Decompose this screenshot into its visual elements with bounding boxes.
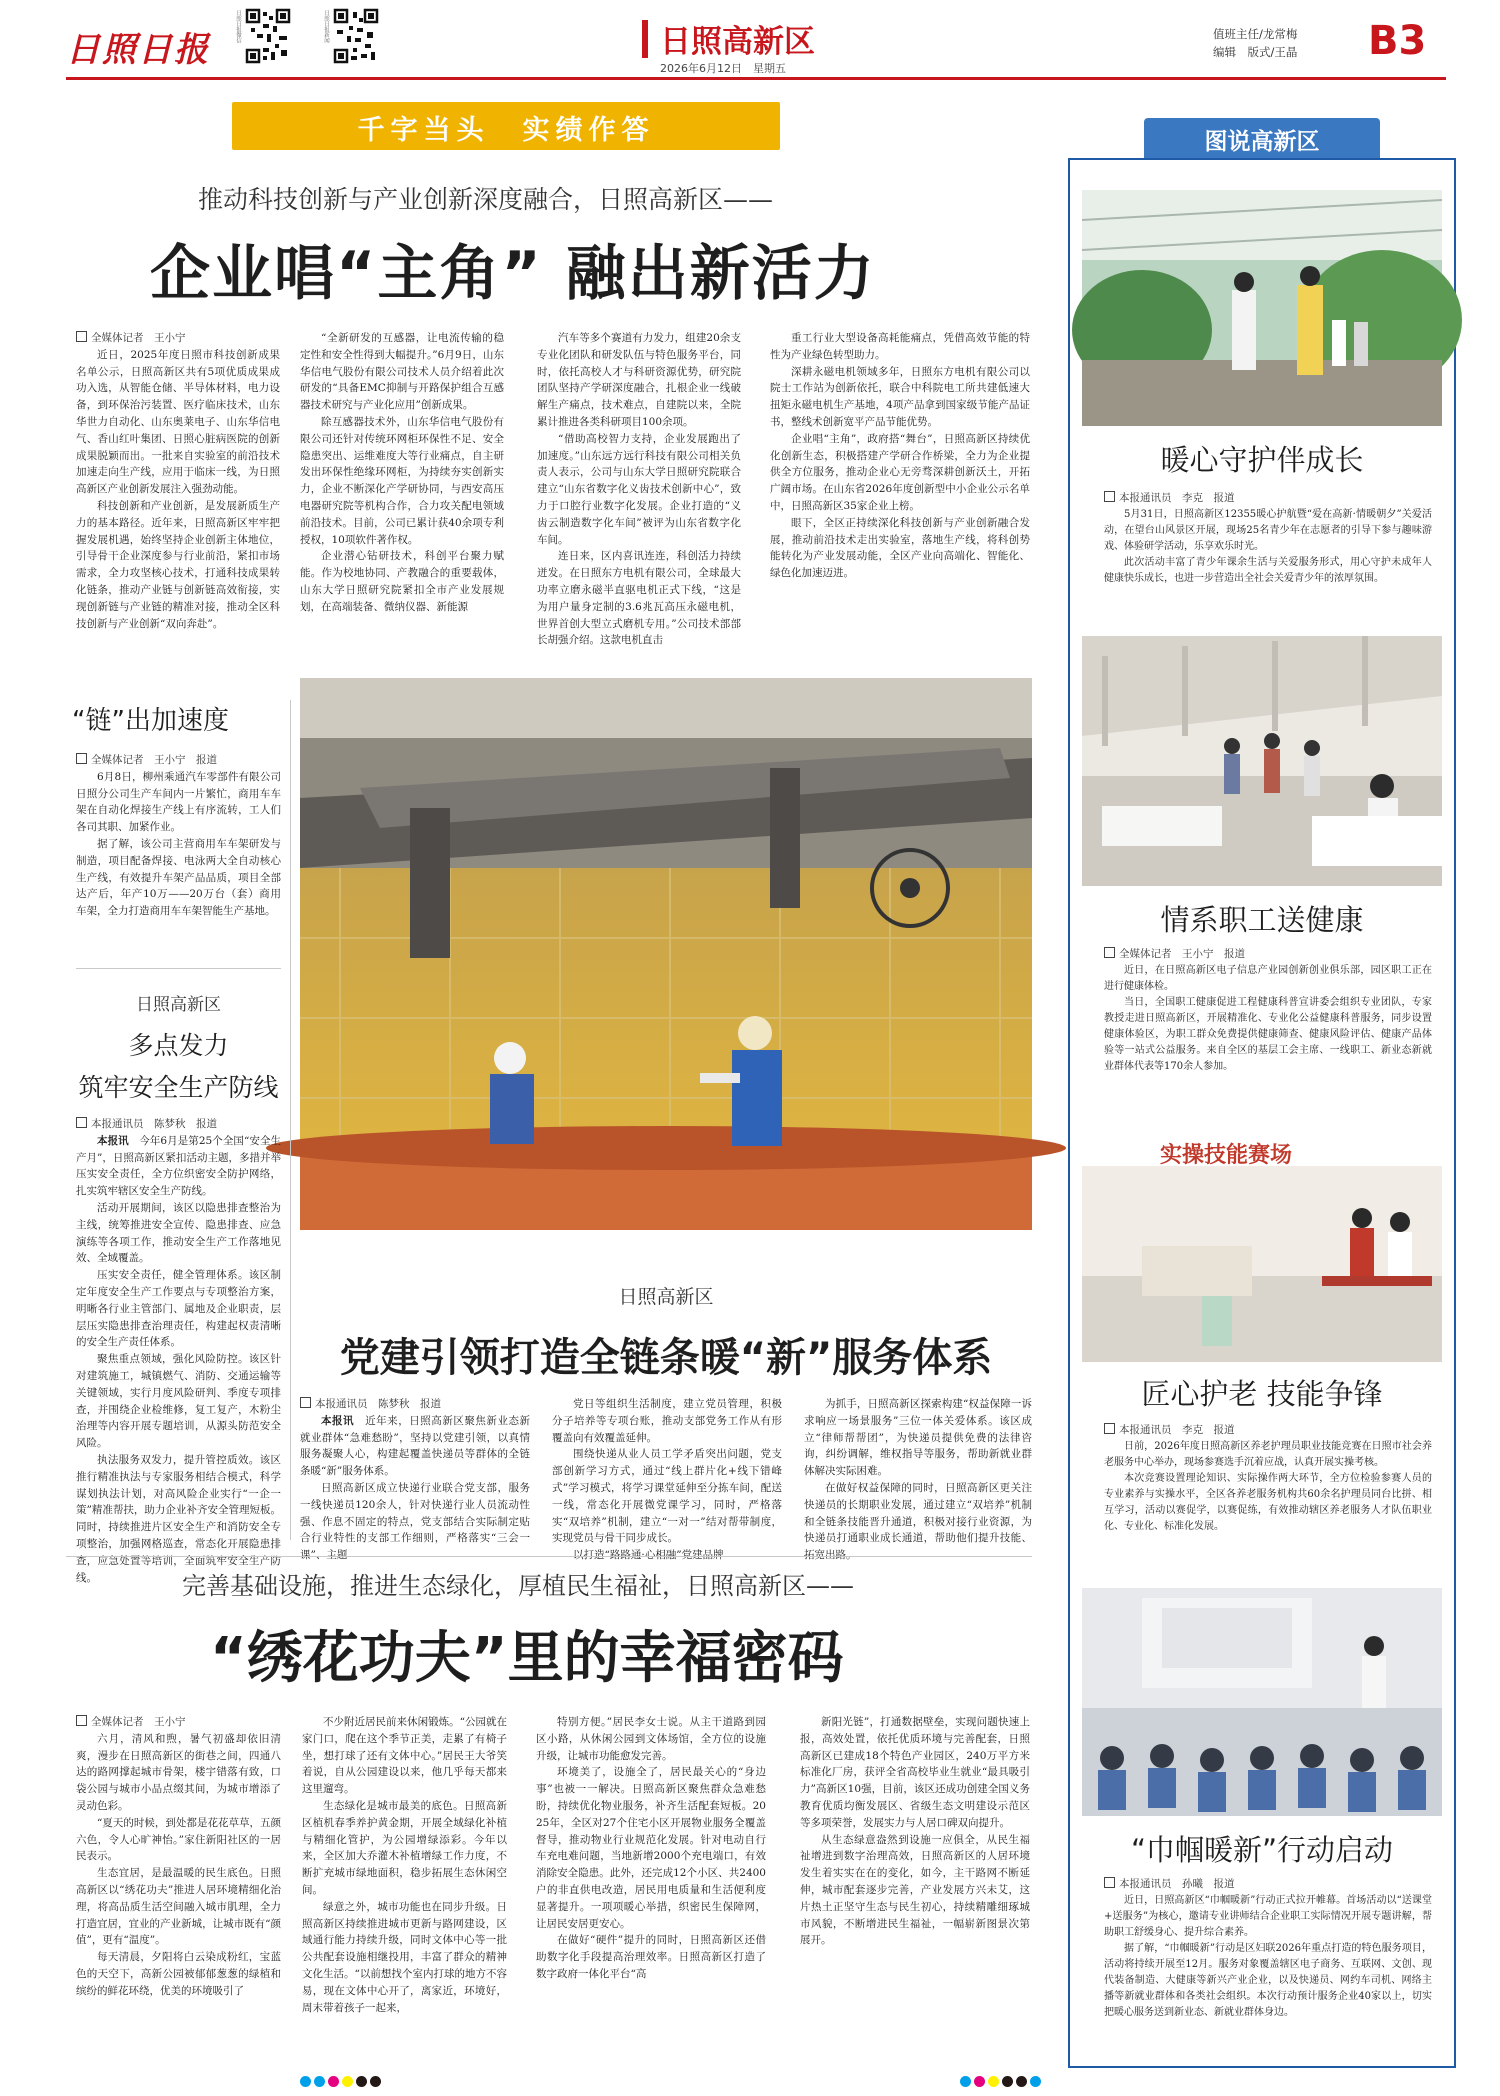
divider	[76, 968, 281, 969]
paragraph: 眼下，全区正持续深化科技创新与产业创新融合发展，推动前沿技术走出实验室，落地生产线，将科创势能转化为产业发展动能，全区产业向高端化、智能化、绿色化加速迈进。	[770, 516, 1030, 580]
happy-kicker: 完善基础设施，推进生态绿化，厚植民生福祉，日照高新区——	[182, 1572, 854, 1600]
paragraph: 日照高新区成立快递行业联合党支部，服务一线快递员120余人，针对快递行业人员流动性强、作息不固定的特点，党支部结合实际制定贴合行业特性的支部工作细则，严格落实“三会一课”、主题	[300, 1481, 530, 1562]
paragraph: 为抓手，日照高新区探索构建“权益保障一诉求响应一场景服务”三位一体关爱体系。该区成立“律师帮帮团”，为快递员提供免费的法律咨询，纠纷调解，维权指导等服务，帮助新就业群体解决实际困难。	[804, 1398, 1032, 1478]
banner-text: 千字当头 实绩作答	[357, 115, 655, 146]
sidebar-byline-3: 本报通讯员 李克 报道	[1104, 1422, 1432, 1439]
paragraph: 党日等组织生活制度，建立党员管理，积极分子培养等专项台账，推动支部党务工作从有形覆盖向有效覆盖延伸。	[552, 1398, 782, 1444]
section-name: 日照高新区	[660, 24, 815, 60]
paragraph: 深耕永磁电机领域多年，日照东方电机有限公司以院士工作站为创新依托，联合中科院电工所共建低速大扭矩永磁电机生产基地，4项产品拿到国家级节能产品证书，整线术创新宽平产品节能优势。	[770, 365, 1030, 428]
paragraph: 近日，在日照高新区电子信息产业园创新创业俱乐部，园区职工正在进行健康体检。	[1104, 964, 1432, 992]
chain-body	[76, 752, 281, 982]
lead-label: 本报讯	[97, 1134, 129, 1147]
paragraph: 活动开展期间，该区以隐患排查整治为主线，统筹推进安全宣传、隐患排查、应急演练等各项工作，推动安全生产工作落地见效、全域覆盖。	[76, 1201, 281, 1265]
paragraph: 在做好权益保障的同时，日照高新区更关注快递员的长期职业发展，通过建立“双培养”机制和全链条技能晋升通道，积极对接行业资源，为快递员打通职业成长通道，帮助他们提升技能、拓宽出路。	[804, 1481, 1032, 1562]
party-col-1	[300, 1396, 531, 1562]
sidebar-caption-2: 情系职工送健康	[1160, 903, 1364, 937]
happy-title: “绣花功夫”里的幸福密码	[210, 1626, 844, 1691]
paragraph: “借助高校智力支持，企业发展跑出了加速度。”山东远方远行科技有限公司相关负责人表示，公司与山东大学日照研究院联合建立“山东省数字化义齿技术创新中心”，致力于口腔行业数字化发展。企业打造的“义齿云制造数字化车间”被评为山东省数字化车间。	[537, 432, 741, 546]
paragraph: 科技创新和产业创新，是发展新质生产力的基本路径。近年来，日照高新区牢牢把握发展机遇，始终坚持企业创新主体地位，引导骨干企业深度参与行业前沿，紧扣市场需求，全力攻坚核心技术，打通科技成果转化链条，推动产业链与创新链高效衔接，实现创新链与产业链的精准对接，推动全区科技创新与产业创新“双向奔赴”。	[76, 499, 280, 630]
paragraph: 从生态绿意盎然到设施一应俱全，从民生福祉增进到数字治理高效，日照高新区的人居环境发生着实实在在的变化，如今，主干路网不断延伸，城市配套逐步完善，产业发展方兴未艾，这片热土正坚守生态与民生初心，持续精雕细琢城市风貌，不断增进民生福祉，一幅崭新图景次第展开。	[800, 1833, 1030, 1947]
lead-col-4	[770, 330, 1030, 660]
lead-title: 企业唱“主角” 融出新活力	[150, 239, 876, 309]
column-divider	[290, 700, 291, 1540]
paragraph: 在做好“硬件”提升的同时，日照高新区还借助数字化手段提高治理效率。日照高新区打造了数字政府一体化平台“高	[536, 1934, 766, 1980]
duty-editor: 值班主任/龙常梅	[1213, 27, 1298, 41]
paragraph: 6月8日，柳州乘通汽车零部件有限公司日照分公司生产车间内一片繁忙，商用车车架在自动化焊接生产线上有序流转，工人们各司其职、加紧作业。	[76, 770, 281, 834]
happy-col-1	[76, 1714, 281, 2066]
section-marker	[642, 20, 648, 58]
paragraph: 5月31日，日照高新区12355暖心护航暨“爱在高新·情暖朝夕”关爱活动，在望台山风景区开展，现场25名青少年在志愿者的引导下参与趣味游戏、体验研学活动，乐享欢乐时光。	[1104, 508, 1432, 552]
sidebar-header	[1144, 118, 1380, 158]
lead-label: 本报讯	[321, 1414, 355, 1427]
paragraph: 每天清晨，夕阳将白云染成粉红，宝蓝色的天空下，高新公园被郁郁葱葱的绿植和缤纷的鲜花环绕，优美的环境吸引了	[76, 1951, 281, 1997]
masthead	[0, 0, 1500, 80]
paragraph: 特别方便。”居民李女士说。从主干道路到园区小路，从休闲公园到文体场馆，全方位的设施升级，让城市功能愈发完善。	[536, 1716, 766, 1762]
paragraph: 企业潜心钻研技术，科创平台聚力赋能。作为校地协同、产教融合的重要载体，山东大学日照研究院紧扣全市产业发展规划，在高端装备、微纳仪器、新能源	[300, 550, 504, 613]
party-byline: 本报通讯员 陈梦秋 报道	[300, 1396, 530, 1413]
chain-byline: 全媒体记者 王小宁 报道	[76, 752, 281, 769]
qr-code-icon	[245, 8, 291, 64]
paragraph: 日前，2026年度日照高新区养老护理员职业技能竞赛在日照市社会养老服务中心举办，现场参赛选手沉着应战，认真开展实操考核。	[1104, 1440, 1432, 1468]
sidebar-photo-3	[1082, 1126, 1442, 1362]
paragraph: 重工行业大型设备高耗能痛点，凭借高效节能的特性为产业绿色转型助力。	[770, 332, 1030, 361]
party-kicker: 日照高新区	[618, 1286, 714, 1308]
paragraph: 当日，全国职工健康促进工程健康科普宣讲委会组织专业团队，专家教授走进日照高新区，开展精准化、专业化公益健康科普服务，同步设置健康体验区，为职工群众免费提供健康筛查、健康风险评估、健康产品体验等一站式公益服务。来自全区的基层工会主席、一线职工、新业态新就业群体代表等170余人参加。	[1104, 996, 1432, 1072]
newspaper-logo	[66, 22, 211, 70]
lead-col-3	[537, 330, 741, 660]
paragraph: 聚焦重点领域，强化风险防控。该区针对建筑施工，城镇燃气、消防、交通运输等关键领域，实行月度风险研判、季度专项排查，并围绕企业检维修，复工复产，木粉尘治理等内容开展专题培训，从源头防范安全风险。	[76, 1353, 281, 1450]
paragraph: 此次活动丰富了青少年课余生活与关爱服务形式，用心守护未成年人健康快乐成长，也进一步营造出全社会关爱青少年的浓厚氛围。	[1104, 556, 1432, 584]
registration-marks	[300, 2072, 420, 2088]
paragraph: 连日来，区内喜讯连连，科创活力持续迸发。在日照东方电机有限公司，全球最大功率立磨永磁半直驱电机正式下线，“这是为用户量身定制的3.6兆瓦高压永磁电机，世界首创大型立式磨机专用。”公司技术部部长胡强介绍。这款电机直击	[537, 550, 741, 647]
sidebar-header-text: 图说高新区	[1204, 129, 1320, 155]
happy-col-3	[536, 1714, 766, 2066]
sidebar-text-4	[1104, 1876, 1432, 2056]
paragraph: 近年来，日照高新区聚焦新业态新就业群体“急难愁盼”，坚持以党建引领，以真情服务凝聚人心，构建起覆盖快递员等群体的全链条暖“新”服务体系。	[300, 1414, 531, 1478]
paragraph: 据了解，该公司主营商用车车架研发与制造，项目配备焊接、电泳两大全自动核心生产线，有效提升车架产品品质，项目全部达产后，年产10万——20万台（套）商用车架，全力打造商用车车架智能生产基地。	[76, 837, 281, 918]
paragraph: “全新研发的互感器，让电流传输的稳定性和安全性得到大幅提升。”6月9日，山东华信电气股份有限公司技术人员介绍着此次研发的“具备EMC抑制与开路保护组合互感器技术研究与产业化应用”创新成果。	[300, 332, 504, 412]
paragraph: 除互感器技术外，山东华信电气股份有限公司还针对传统环网柜环保性不足、安全隐患突出、运维难度大等行业痛点，自主研发出环保性绝缘环网柜，为持续夯实创新实力，企业不断深化产学研协同，与西安高压电器研究院等机构合作，合力攻关配电领域前沿技术。目前，公司已累计获40余项专利授权，10项软件著作权。	[300, 415, 504, 546]
paragraph: 以打造“路路通·心相融”党建品牌	[573, 1549, 724, 1562]
party-title: 党建引领打造全链条暖“新”服务体系	[339, 1335, 993, 1381]
registration-marks	[960, 2072, 1080, 2088]
lead-col-1	[76, 330, 280, 660]
party-col-3	[804, 1396, 1032, 1562]
sidebar-text-1	[1104, 490, 1432, 618]
paragraph: 企业唱“主角”，政府搭“舞台”，日照高新区持续优化创新生态，积极搭建产学研合作桥梁，全力为企业提供全方位服务，推动企业心无旁骛深耕创新沃土，开拓广阔市场。在山东省2026年度创新型中小企业公示名单中，日照高新区35家企业上榜。	[770, 432, 1030, 512]
paragraph: 绿意之外，城市功能也在同步升级。日照高新区持续推进城市更新与路网建设，区域通行能力持续升级，同时文体中心等一批公共配套设施相继投用，丰富了群众的精神文化生活。“以前想找个室内打球的地方不容易，现在文体中心开了，离家近，环境好，周末带着孩子一起来，	[302, 1900, 507, 2014]
sidebar-caption-3: 匠心护老 技能争锋	[1141, 1377, 1383, 1411]
paragraph: 新阳光链”，打通数据壁垒，实现问题快速上报，高效处置，依托优质环境与完善配套，日照高新区已建成18个特色产业园区，240万平方米标准化厂房，获评全省高校毕业生就业“最具吸引力”高新区10强，目前，该区还成功创建全国义务教育优质均衡发展区、省级生态文明建设示范区等多项荣誉，发展实力与人居口碑双向提升。	[800, 1716, 1030, 1829]
safety-kicker: 日照高新区	[136, 995, 221, 1015]
sidebar-byline-4: 本报通讯员 孙曦 报道	[1104, 1876, 1432, 1893]
qr-label-1: 日照日报微信	[235, 10, 241, 43]
happy-byline: 全媒体记者 王小宁	[76, 1714, 281, 1731]
sidebar-text-2	[1104, 946, 1432, 1126]
lead-byline: 全媒体记者 王小宁	[76, 330, 280, 347]
sidebar-photo-4	[1082, 1588, 1442, 1816]
safety-title-1: 多点发力	[128, 1031, 229, 1060]
safety-title-2: 筑牢安全生产防线	[78, 1073, 279, 1102]
paragraph: 压实安全责任，健全管理体系。该区制定年度安全生产工作要点与专项整治方案，明晰各行业主管部门、属地及企业职责，层层压实隐患排查治理责任，构建起权责清晰的安全生产责任体系。	[76, 1269, 281, 1349]
sidebar-byline-1: 本报通讯员 李克 报道	[1104, 490, 1432, 507]
party-col-2	[552, 1396, 782, 1562]
contest-sign: 实操技能赛场	[1160, 1143, 1293, 1168]
paragraph: 生态绿化是城市最美的底色。日照高新区植机春季养护黄金期，开展全域绿化补植与精细化管护，为公园增绿添彩。今年以来，全区加大乔灌木补植增绿工作力度，不断扩充城市绿地面积，稳步拓展生态休闲空间。	[302, 1799, 507, 1896]
paragraph: 六月，清风和煦，暑气初盛却依旧清爽，漫步在日照高新区的街巷之间，四通八达的路网撑起城市骨架，楼宇错落有致，口袋公园与城市小品点缀其间，为城市增添了灵动色彩。	[76, 1732, 281, 1812]
page-number: B3	[1368, 18, 1427, 64]
happy-col-2	[302, 1714, 507, 2066]
paragraph: 围绕快递从业人员工学矛盾突出问题，党支部创新学习方式，通过“线上群片化+线下错峰式”学习模式，将学习课堂延伸至分拣车间，配送一线，常态化开展微党课学习，同时，严格落实“双培养”机制，建立“一对一”结对帮带制度，实现党员与骨干同步成长。	[552, 1448, 782, 1545]
paragraph: “夏天的时候，到处都是花花草草，五颜六色，令人心旷神怡。”家住新阳社区的一居民表示。	[76, 1816, 281, 1863]
safety-body	[76, 1116, 282, 1584]
qr-code-icon	[333, 8, 379, 64]
sidebar-caption-1: 暖心守护伴成长	[1160, 443, 1364, 477]
paragraph: 近日，2025年度日照市科技创新成果名单公示，日照高新区共有5项优质成果成功入选，从智能仓储、半导体材料，电力设备，到环保治污装置、医疗临床技术，山东华世力自动化、山东奥莱电子、山东华信电气、香山红叶集团、日照心脏病医院的创新成果脱颖而出。一批来自实验室的前沿技术加速走向生产线，应用于临床一线，为日照高新区产业创新发展注入强劲动能。	[76, 348, 280, 496]
sidebar-photo-1	[1082, 190, 1442, 426]
factory-photo	[300, 678, 1032, 1230]
paragraph: 环境美了，设施全了，居民最关心的“身边事”也被一一解决。日照高新区聚焦群众急难愁盼，持续优化物业服务，补齐生活配套短板。2025年，全区对27个住宅小区开展物业服务全覆盖督导，推动物业行业规范化发展。针对电动自行车充电难问题，当地新增2000个充电端口，有效消除安全隐患。此外，还完成12个小区、共2400户的非直供电改造，居民用电质量和生活便利度显著提升。一项项暖心举措，织密民生保障网，让居民安居更安心。	[536, 1766, 766, 1930]
sidebar-caption-4: “巾帼暖新”行动启动	[1130, 1833, 1394, 1867]
paragraph: 汽车等多个赛道有力发力，组建20余支专业化团队和研发队伍与特色服务平台，同时，依托高校人才与科研资源优势，研究院团队坚持产学研深度融合，扎根企业一线破解生产痛点，技术难点，自建院以来，全院累计推进各类科研项目100余项。	[537, 332, 741, 428]
qr-label-2: 日照日报新闻	[323, 10, 329, 43]
divider	[66, 1556, 1032, 1557]
sidebar-text-3	[1104, 1422, 1432, 1572]
chain-title: “链”出加速度	[72, 706, 229, 736]
paragraph: 今年6月是第25个全国“安全生产月”，日照高新区紧扣活动主题，多措并举压实安全责任，全方位织密安全防护网络，扎实筑牢辖区安全生产防线。	[76, 1134, 282, 1198]
layout-editor: 编辑 版式/王晶	[1213, 45, 1298, 59]
banner	[232, 102, 780, 150]
paragraph: 据了解，“巾帼暖新”行动是区妇联2026年重点打造的特色服务项目，活动将持续开展至12月。服务对象覆盖辖区电子商务、互联网、文创、现代装备制造、大健康等新兴产业企业，以及快递员、网约车司机、网络主播等新就业群体和各类社会组织。本次行动预计服务企业40家以上，切实把暖心服务送到新业态、新就业群体身边。	[1104, 1942, 1432, 2018]
logo-text: 日照日报	[66, 30, 210, 70]
paragraph: 不少附近居民前来休闲锻炼。“公园就在家门口，爬在这个季节正美，走累了有椅子坐，想打球了还有文体中心。”居民王大爷笑着说，自从公园建设以来，他几乎每天都来这里遛弯。	[302, 1716, 507, 1796]
safety-byline: 本报通讯员 陈梦秋 报道	[76, 1116, 281, 1133]
lead-col-2	[300, 330, 504, 660]
happy-col-4	[800, 1714, 1030, 2066]
lead-kicker: 推动科技创新与产业创新深度融合，日照高新区——	[198, 185, 774, 214]
sidebar-byline-2: 全媒体记者 王小宁 报道	[1104, 946, 1432, 963]
paragraph: 本次竞赛设置理论知识、实际操作两大环节，全方位检验参赛人员的专业素养与实操水平，全区各养老服务机构共60余名护理员同台比拼、相互学习，活动以赛促学，以赛促练，有效推动辖区养老服务人才队伍职业化、专业化、标准化发展。	[1104, 1472, 1432, 1532]
sidebar-photo-2	[1082, 636, 1442, 886]
masthead-rule	[66, 77, 1446, 80]
paragraph: 近日，日照高新区“巾帼暖新”行动正式拉开帷幕。首场活动以“送课堂+送服务”为核心，邀请专业讲师结合企业职工实际情况开展专题讲解，帮助职工舒缓身心、提升综合素养。	[1104, 1894, 1432, 1938]
paragraph: 生态宜居，是最温暖的民生底色。日照高新区以“绣花功夫”推进人居环境精细化治理，将高品质生活空间融入城市肌理，全力打造宜居，宜业的产业新城，让城市既有“颜值”，更有“温度”。	[76, 1867, 281, 1947]
issue-date: 2026年6月12日 星期五	[660, 62, 786, 75]
paragraph: 执法服务双发力，提升管控质效。该区推行精准执法与专家服务相结合模式，科学谋划执法计划，对高风险企业实行“一企一策”精准帮扶，助力企业补齐安全管理短板。同时，持续推进片区安全生产和消防安全专项整治，加强网格巡查，常态化开展隐患排查，应急处置等培训，全面筑牢安全生产防线。	[76, 1453, 281, 1584]
